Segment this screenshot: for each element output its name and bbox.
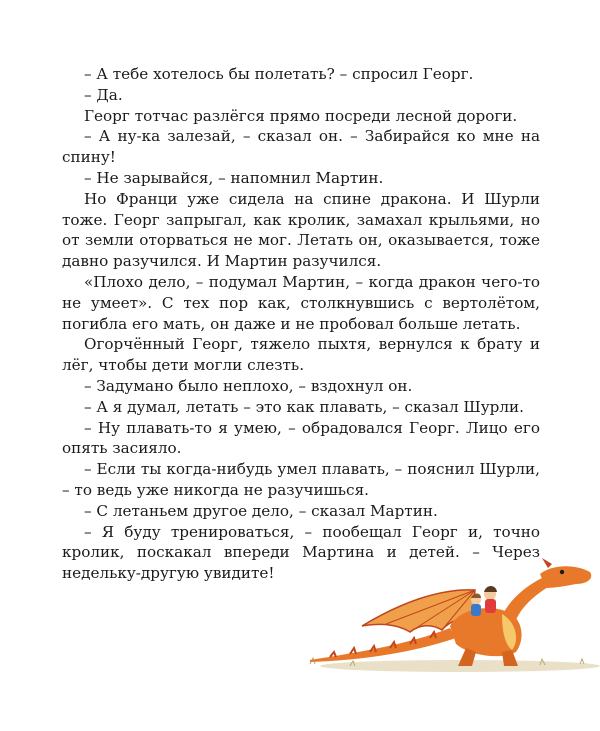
paragraph: Но Франци уже сидела на спине дракона. И Шурли тоже. Георг запрыгал, как кролик, замахал крыльями, но от земли оторваться не мог. Летать он, оказывается, тоже давно разучился. И Мартин разучился.: [62, 189, 540, 271]
child-hair: [484, 586, 497, 592]
paragraph: – А ну-ка залезай, – сказал он. – Забирайся ко мне на спину!: [62, 127, 540, 167]
paragraph: «Плохо дело, – подумал Мартин, – когда дракон чего-то не умеет». С тех пор как, столкнувшись с вертолётом, погибла его мать, он даже и не пробовал больше летать.: [62, 272, 540, 333]
dragon-neck: [504, 578, 550, 620]
paragraph: – А тебе хотелось бы полетать? – спросил Георг.: [84, 65, 474, 83]
paragraph: – Я буду тренироваться, – пообещал Георг и, точно кролик, поскакал впереди Мартина и детей. – Через недельку-другую увидите!: [62, 522, 540, 583]
child-body: [485, 599, 496, 613]
paragraph: – Если ты когда-нибудь умел плавать, – пояснил Шурли, – то ведь уже никогда не разучишься.: [62, 460, 540, 499]
dragon-eye: [560, 570, 564, 574]
paragraph: – Ну плавать-то я умею, – обрадовался Георг. Лицо его опять засияло.: [62, 418, 540, 458]
paragraph: – Задумано было неплохо, – вздохнул он.: [84, 376, 413, 395]
paragraph: Георг тотчас разлёгся прямо посреди лесной дороги.: [84, 106, 518, 125]
child-body-2: [471, 604, 481, 616]
dragon-leg-front: [502, 650, 518, 666]
paragraph: – Не зарывайся, – напомнил Мартин.: [84, 168, 384, 187]
paragraph: Огорчённый Георг, тяжело пыхтя, вернулся к брату и лёг, чтобы дети могли слезть.: [62, 335, 540, 375]
paragraph: – Да.: [84, 85, 123, 104]
dragon-head: [540, 566, 591, 588]
dragon-horn: [542, 558, 552, 568]
story-text: [62, 64, 540, 584]
paragraph: – С летаньем другое дело, – сказал Мартин.: [84, 501, 438, 520]
paragraph: – А я думал, летать – это как плавать, – сказал Шурли.: [84, 397, 525, 416]
dragon-illustration: [290, 548, 600, 678]
